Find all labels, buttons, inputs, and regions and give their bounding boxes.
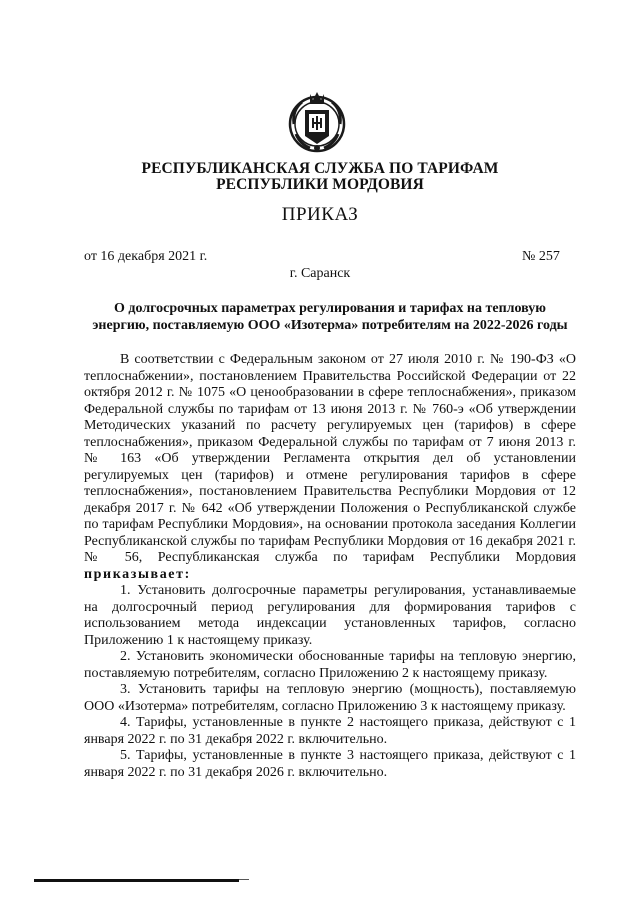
decree-item-2: 2. Установить экономически обоснованные тарифы на тепловую энергию, поставляемую потребителям, согласно Приложению 2 к настоящему приказу. (84, 649, 576, 681)
preamble-paragraph (84, 352, 576, 583)
document-title-line2: энергию, поставляемую ООО «Изотерма» потребителям на 2022-2026 годы (92, 318, 568, 333)
document-body (84, 352, 576, 781)
coat-of-arms-icon (286, 88, 348, 154)
decree-item-5: 5. Тарифы, установленные в пункте 3 настоящего приказа, действуют с 1 января 2022 г. по 31 декабря 2026 г. включительно. (84, 748, 576, 780)
decree-item-4: 4. Тарифы, установленные в пункте 2 настоящего приказа, действуют с 1 января 2022 г. по 31 декабря 2022 г. включительно. (84, 715, 576, 747)
preamble-text: В соответствии с Федеральным законом от 27 июля 2010 г. № 190-ФЗ «О теплоснабжении», постановлением Правительства Российской Федерации от 22 октября 2012 г. № 1075 «О ценообразовании в сфере теплоснабжения», приказом Федеральной службы по тарифам от 13 июня 2013 г. № 760-э «Об утверждении Методических указаний по расчету регулируемых цен (тарифов) в сфере теплоснабжения», приказом Федеральной службы по тарифам от 7 июня 2013 г. № 163 «Об утверждении Регламента открытия дел об установлении регулируемых цен (тарифов) и отмене регулирования тарифов в сфере теплоснабжения», постановлением Правительства Республики Мордовия от 12 декабря 2017 г. № 642 «Об утверждении Положения о Республиканской службе по тарифам Республики Мордовия», на основании протокола заседания Коллегии Республиканской службы по тарифам Республики Мордовия от 16 декабря 2021 г. № 56, Республиканская служба по тарифам Республики Мордовия (84, 352, 576, 565)
organization-name-line1: РЕСПУБЛИКАНСКАЯ СЛУЖБА ПО ТАРИФАМ (141, 160, 499, 177)
footer-rule-tail (239, 879, 249, 880)
footer-rule (34, 879, 239, 882)
document-number: № 257 (522, 249, 560, 264)
document-title-line1: О долгосрочных параметрах регулирования и тарифах на тепловую (114, 301, 546, 316)
document-date: от 16 декабря 2021 г. (84, 249, 208, 264)
decree-item-1: 1. Установить долгосрочные параметры регулирования, устанавливаемые на долгосрочный период регулирования для формирования тарифов с использованием метода индексации установленных тарифов, согласно Приложению 1 к настоящему приказу. (84, 583, 576, 648)
document-city: г. Саранск (289, 266, 351, 281)
decree-word: приказывает: (84, 566, 191, 582)
document-type: ПРИКАЗ (281, 204, 359, 225)
organization-name-line2: РЕСПУБЛИКИ МОРДОВИЯ (216, 176, 424, 193)
decree-item-3: 3. Установить тарифы на тепловую энергию (мощность), поставляемую ООО «Изотерма» потребителям, согласно Приложению 3 к настоящему приказу. (84, 682, 576, 714)
